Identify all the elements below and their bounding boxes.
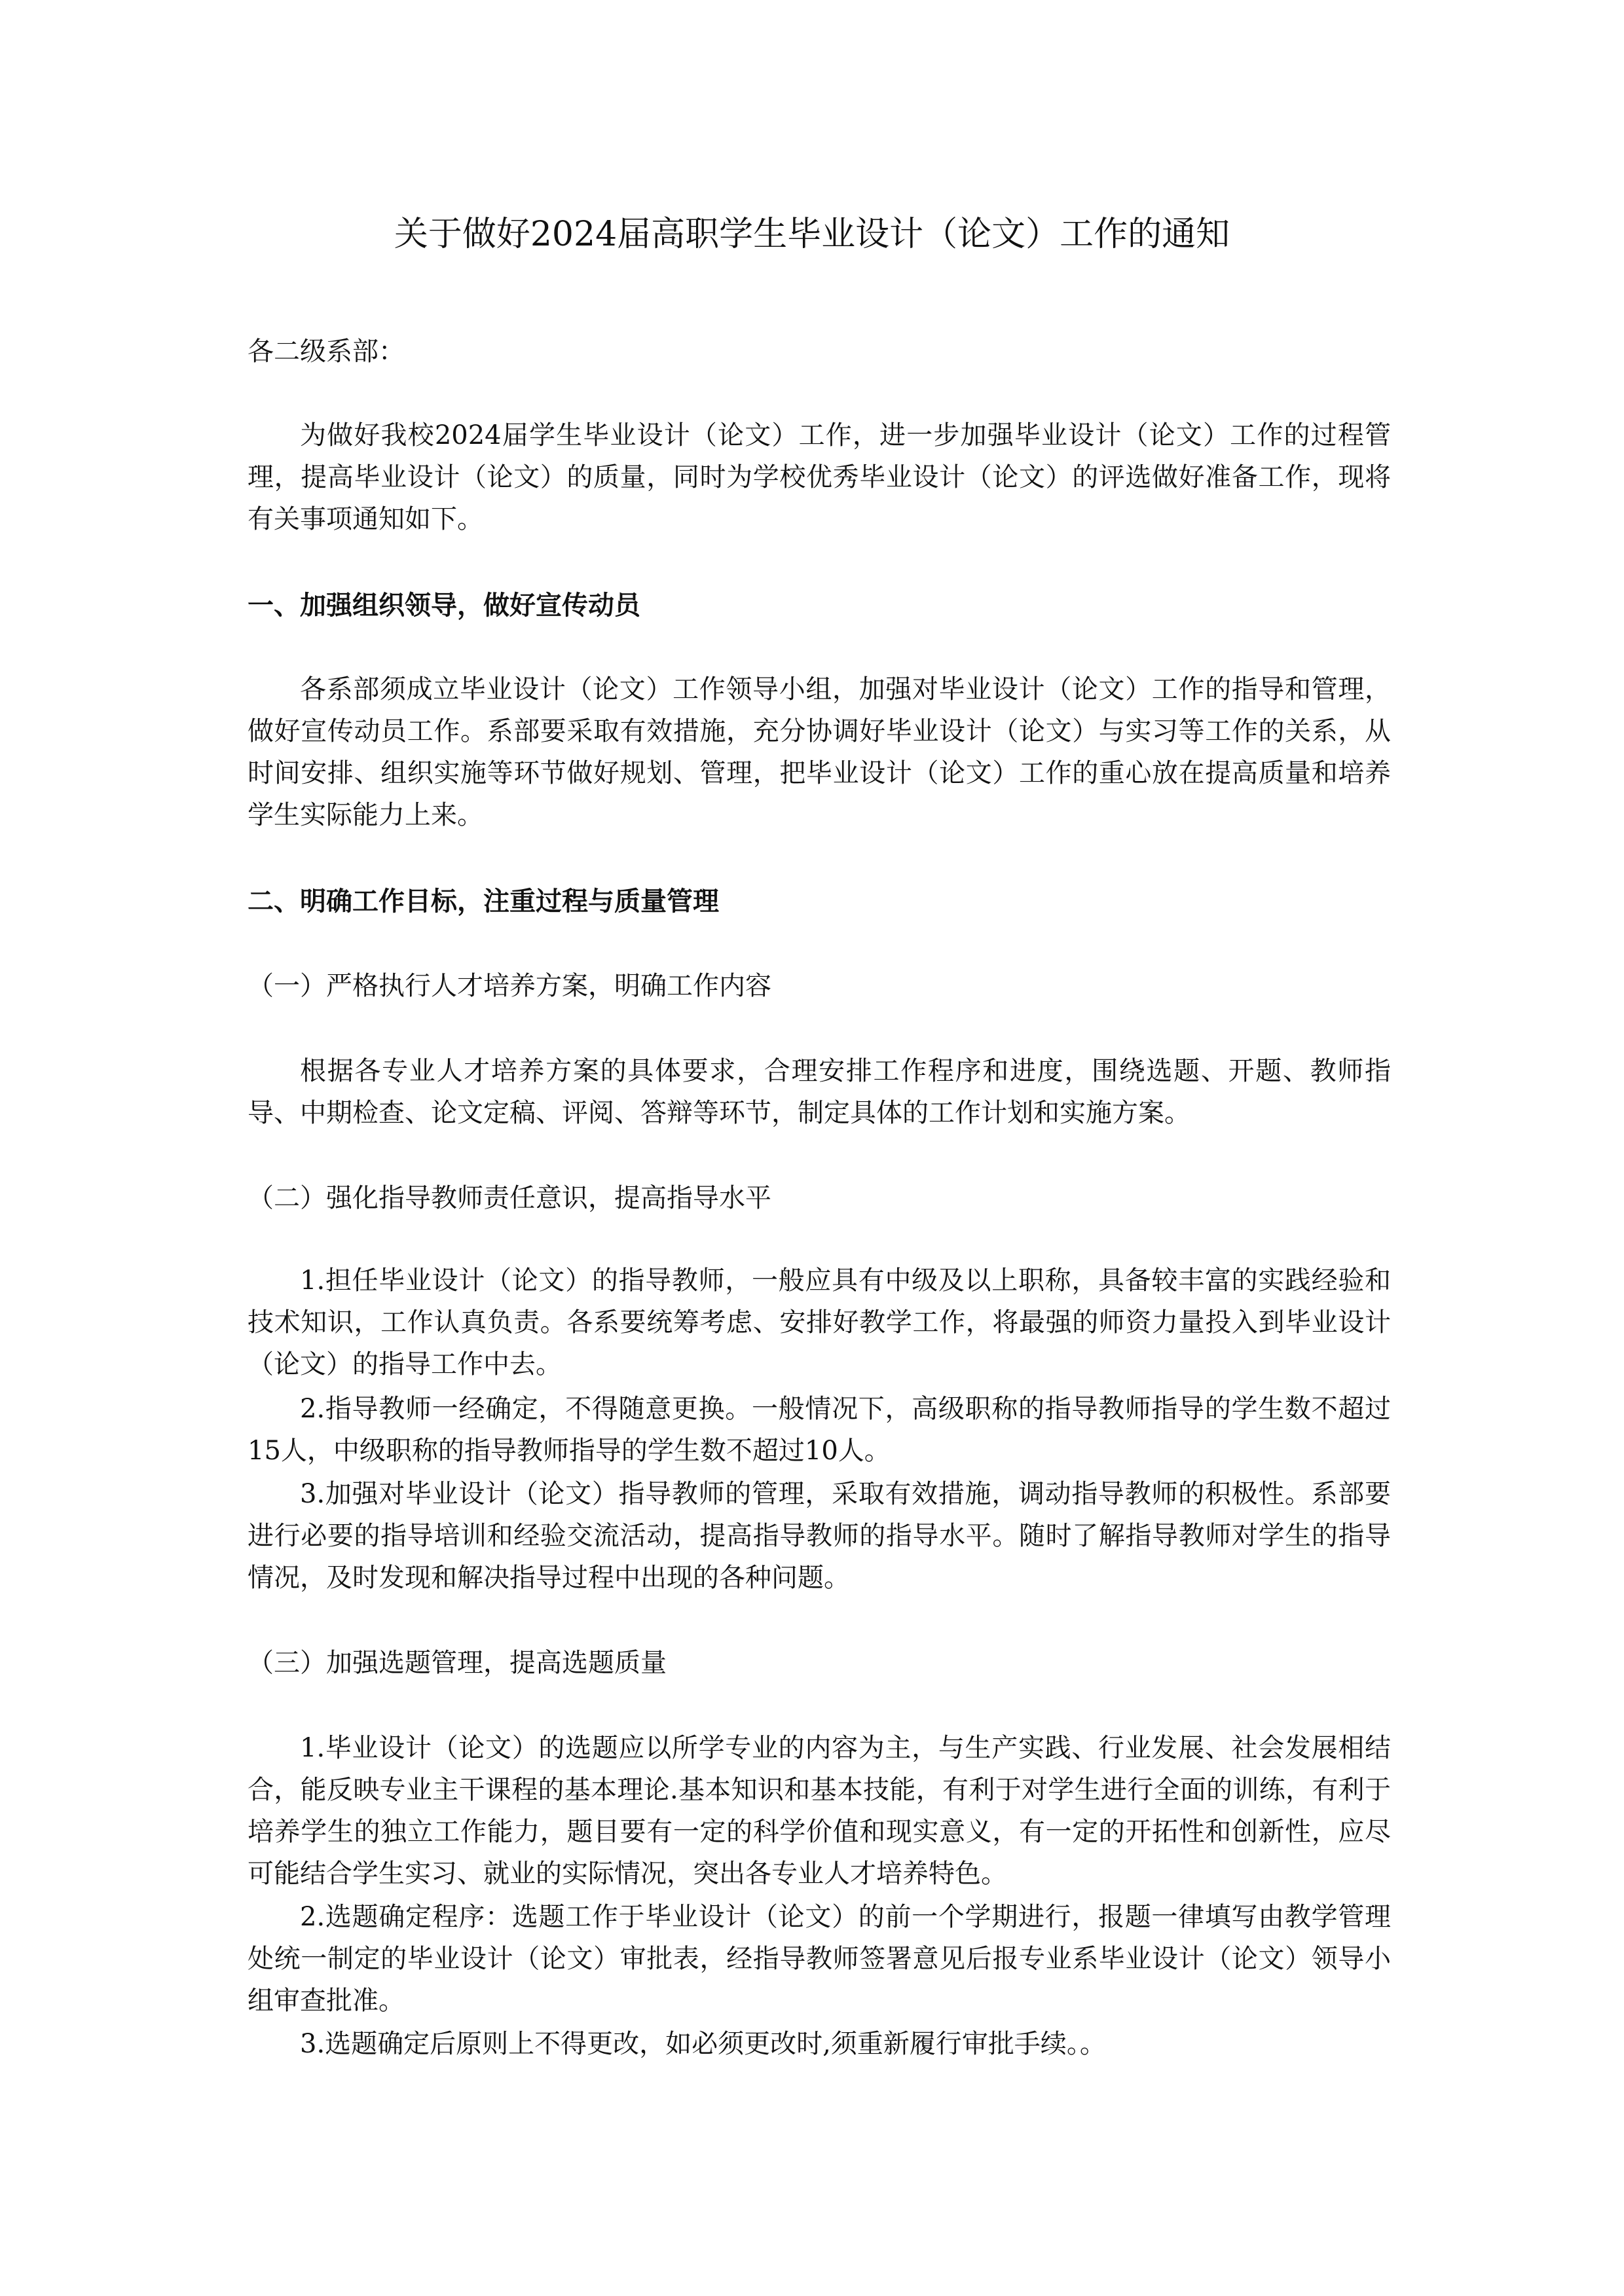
section-2-heading: 二、明确工作目标，注重过程与质量管理 — [248, 886, 719, 917]
subsection-1-paragraph: 根据各专业人才培养方案的具体要求，合理安排工作程序和进度，围绕选题、开题、教师指导、中期检查、论文定稿、评阅、答辩等环节，制定具体的工作计划和实施方案。 — [248, 1056, 1391, 1128]
subsection-2-item-1: 1.担任毕业设计（论文）的指导教师，一般应具有中级及以上职称，具备较丰富的实践经验和技术知识，工作认真负责。各系要统筹考虑、安排好教学工作，将最强的师资力量投入到毕业设计（论文）的指导工作中去。 — [248, 1266, 1391, 1379]
subsection-3-item-2: 2.选题确定程序：选题工作于毕业设计（论文）的前一个学期进行，报题一律填写由教学管理处统一制定的毕业设计（论文）审批表，经指导教师签署意见后报专业系毕业设计（论文）领导小组审查批准。 — [248, 1902, 1391, 2016]
intro-paragraph: 为做好我校2024届学生毕业设计（论文）工作，进一步加强毕业设计（论文）工作的过程管理，提高毕业设计（论文）的质量，同时为学校优秀毕业设计（论文）的评选做好准备工作，现将有关事项通知如下。 — [248, 420, 1391, 534]
subsection-2-item-2: 2.指导教师一经确定，不得随意更换。一般情况下，高级职称的指导教师指导的学生数不超过15人，中级职称的指导教师指导的学生数不超过10人。 — [248, 1394, 1391, 1466]
subsection-3-item-1: 1.毕业设计（论文）的选题应以所学专业的内容为主，与生产实践、行业发展、社会发展相结合，能反映专业主干课程的基本理论.基本知识和基本技能，有利于对学生进行全面的训练，有利于培养学生的独立工作能力，题目要有一定的科学价值和现实意义，有一定的开拓性和创新性，应尽可能结合学生实习、就业的实际情况，突出各专业人才培养特色。 — [248, 1733, 1391, 1889]
subsection-3-heading: （三）加强选题管理，提高选题质量 — [248, 1648, 667, 1678]
subsection-1-heading: （一）严格执行人才培养方案，明确工作内容 — [248, 971, 771, 1001]
subsection-2-heading: （二）强化指导教师责任意识，提高指导水平 — [248, 1183, 771, 1213]
subsection-3-item-3: 3.选题确定后原则上不得更改，如必须更改时,须重新履行审批手续。。 — [300, 2029, 1106, 2059]
section-1-heading: 一、加强组织领导，做好宣传动员 — [248, 591, 640, 621]
subsection-2-item-3: 3.加强对毕业设计（论文）指导教师的管理，采取有效措施，调动指导教师的积极性。系部要进行必要的指导培训和经验交流活动，提高指导教师的指导水平。随时了解指导教师对学生的指导情况，及时发现和解决指导过程中出现的各种问题。 — [248, 1479, 1391, 1593]
section-1-paragraph: 各系部须成立毕业设计（论文）工作领导小组，加强对毕业设计（论文）工作的指导和管理，做好宣传动员工作。系部要采取有效措施，充分协调好毕业设计（论文）与实习等工作的关系，从时间安排、组织实施等环节做好规划、管理，把毕业设计（论文）工作的重心放在提高质量和培养学生实际能力上来。 — [248, 674, 1391, 830]
document-title: 关于做好2024届高职学生毕业设计（论文）工作的通知 — [394, 215, 1230, 254]
salutation: 各二级系部： — [248, 337, 405, 367]
